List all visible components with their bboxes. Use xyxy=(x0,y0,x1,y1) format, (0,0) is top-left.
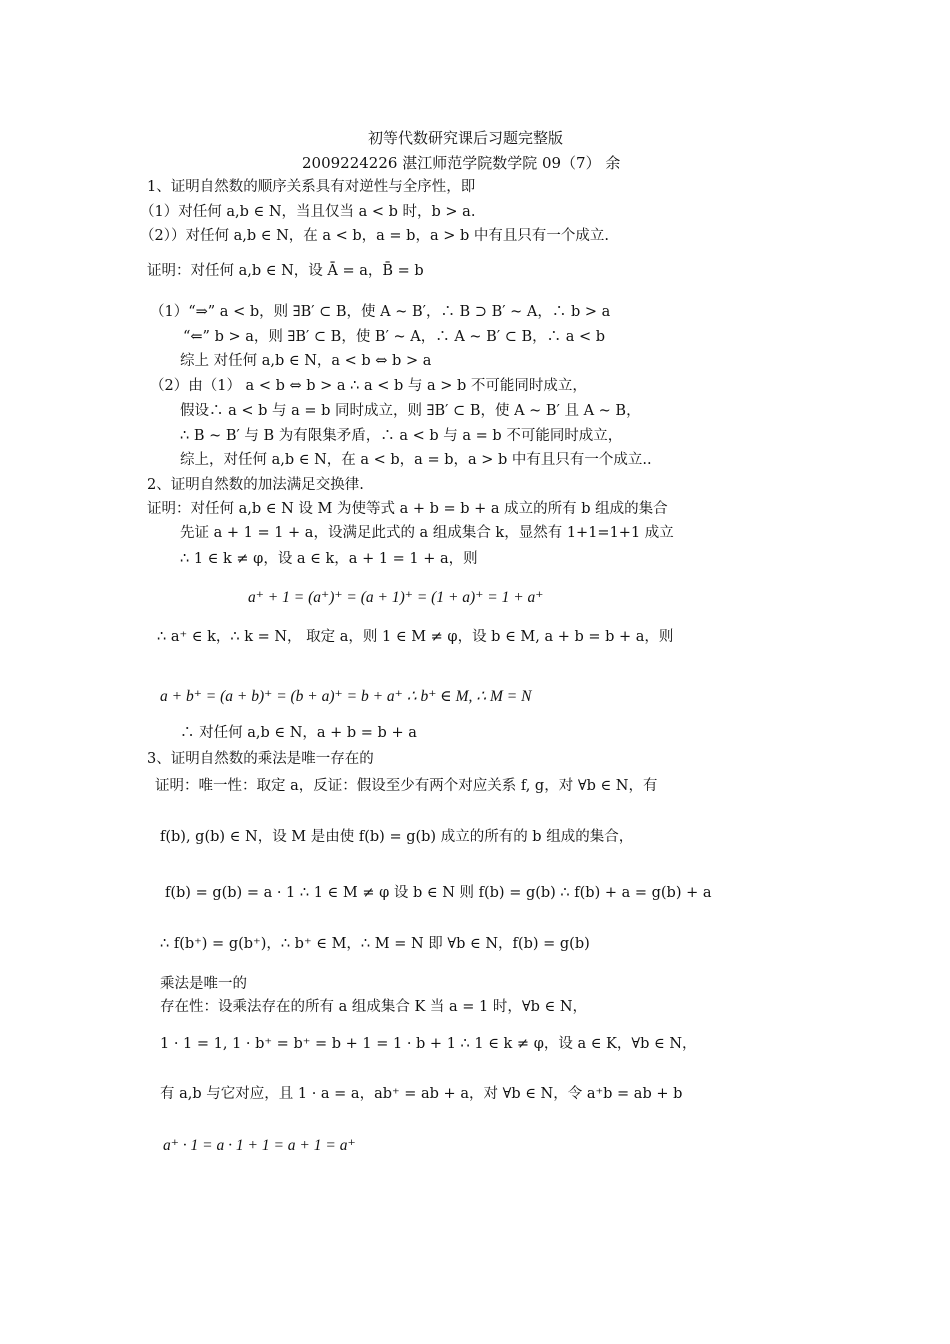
proof-2-base: 先证 a + 1 = 1 + a，设满足此式的 a 组成集合 k，显然有 1+1=1+1 成立 xyxy=(180,525,674,541)
proof-2-step: ∴ a⁺ ∈ k，∴ k = N， 取定 a，则 1 ∈ M ≠ φ，设 b ∈ M, a + b = b + a，则 xyxy=(157,629,674,645)
problem-1-heading: 1、证明自然数的顺序关系具有对逆性与全序性，即 xyxy=(147,179,476,195)
proof-1-forward: （1）“⇒” a < b，则 ∃B′ ⊂ B，使 A ~ B′，∴ B ⊃ B′ ~ A，∴ b > a xyxy=(150,304,611,320)
proof-1-backward: “⇐” b > a，则 ∃B′ ⊂ B，使 B′ ~ A，∴ A ~ B′ ⊂ B，∴ a < b xyxy=(183,329,606,345)
proof-1-summary: 综上 对任何 a,b ∈ N，a < b ⇔ b > a xyxy=(180,353,432,369)
proof-3-base-case: 1 · 1 = 1, 1 · b⁺ = b⁺ = b + 1 = 1 · b + 1 ∴ 1 ∈ k ≠ φ，设 a ∈ K，∀b ∈ N， xyxy=(160,1036,697,1052)
problem-1-part-2: （2））对任何 a,b ∈ N，在 a < b，a = b，a > b 中有且只有一个成立. xyxy=(140,228,609,244)
proof-1-part-2-start: （2）由（1） a < b ⇔ b > a ∴ a < b 与 a > b 不可能同时成立， xyxy=(150,378,587,394)
proof-2-intro: 证明：对任何 a,b ∈ N 设 M 为使等式 a + b = b + a 成立的所有 b 组成的集合 xyxy=(147,501,668,517)
problem-1-part-1: （1）对任何 a,b ∈ N，当且仅当 a < b 时，b > a. xyxy=(140,204,476,220)
proof-3-set-m: f(b), g(b) ∈ N，设 M 是由使 f(b) = g(b) 成立的所有的 b 组成的集合， xyxy=(160,829,634,845)
proof-3-equation: a⁺ · 1 = a · 1 + 1 = a + 1 = a⁺ xyxy=(163,1137,356,1154)
proof-2-equation-2: a + b⁺ = (a + b)⁺ = (b + a)⁺ = b + a⁺ ∴ b⁺ ∈ M, ∴ M = N xyxy=(160,688,532,705)
problem-2-heading: 2、证明自然数的加法满足交换律. xyxy=(147,477,364,493)
proof-2-equation-1: a⁺ + 1 = (a⁺)⁺ = (a + 1)⁺ = (1 + a)⁺ = 1 + a⁺ xyxy=(248,589,544,606)
proof-3-uniqueness-end: ∴ f(b⁺) = g(b⁺)，∴ b⁺ ∈ M，∴ M = N 即 ∀b ∈ N，f(b) = g(b) xyxy=(160,936,590,952)
document-title: 初等代数研究课后习题完整版 xyxy=(368,129,564,147)
problem-3-heading: 3、证明自然数的乘法是唯一存在的 xyxy=(147,751,374,767)
document-subtitle: 2009224226 湛江师范学院数学院 09（7） 余 xyxy=(302,154,621,172)
proof-1-intro: 证明：对任何 a,b ∈ N，设 Ā = a，B̄ = b xyxy=(147,263,424,279)
proof-2-conclusion: ∴ 对任何 a,b ∈ N，a + b = b + a xyxy=(180,725,417,741)
proof-1-conclusion: 综上，对任何 a,b ∈ N，在 a < b，a = b，a > b 中有且只有一个成立.. xyxy=(180,452,652,468)
proof-3-unique-statement: 乘法是唯一的 xyxy=(160,976,247,992)
proof-3-induction: f(b) = g(b) = a · 1 ∴ 1 ∈ M ≠ φ 设 b ∈ N 则 f(b) = g(b) ∴ f(b) + a = g(b) + a xyxy=(165,885,712,901)
proof-1-assumption: 假设∴ a < b 与 a = b 同时成立，则 ∃B′ ⊂ B，使 A ~ B′ 且 A ~ B， xyxy=(180,403,641,419)
proof-2-induction: ∴ 1 ∈ k ≠ φ，设 a ∈ k，a + 1 = 1 + a，则 xyxy=(180,551,478,567)
proof-3-uniqueness: 证明：唯一性：取定 a，反证：假设至少有两个对应关系 f, g，对 ∀b ∈ N，有 xyxy=(155,778,658,794)
proof-3-definition: 有 a,b 与它对应，且 1 · a = a，ab⁺ = ab + a，对 ∀b ∈ N，令 a⁺b = ab + b xyxy=(160,1086,683,1102)
proof-1-contradiction: ∴ B ~ B′ 与 B 为有限集矛盾，∴ a < b 与 a = b 不可能同时成立， xyxy=(180,428,623,444)
proof-3-existence: 存在性：设乘法存在的所有 a 组成集合 K 当 a = 1 时，∀b ∈ N， xyxy=(160,999,588,1015)
